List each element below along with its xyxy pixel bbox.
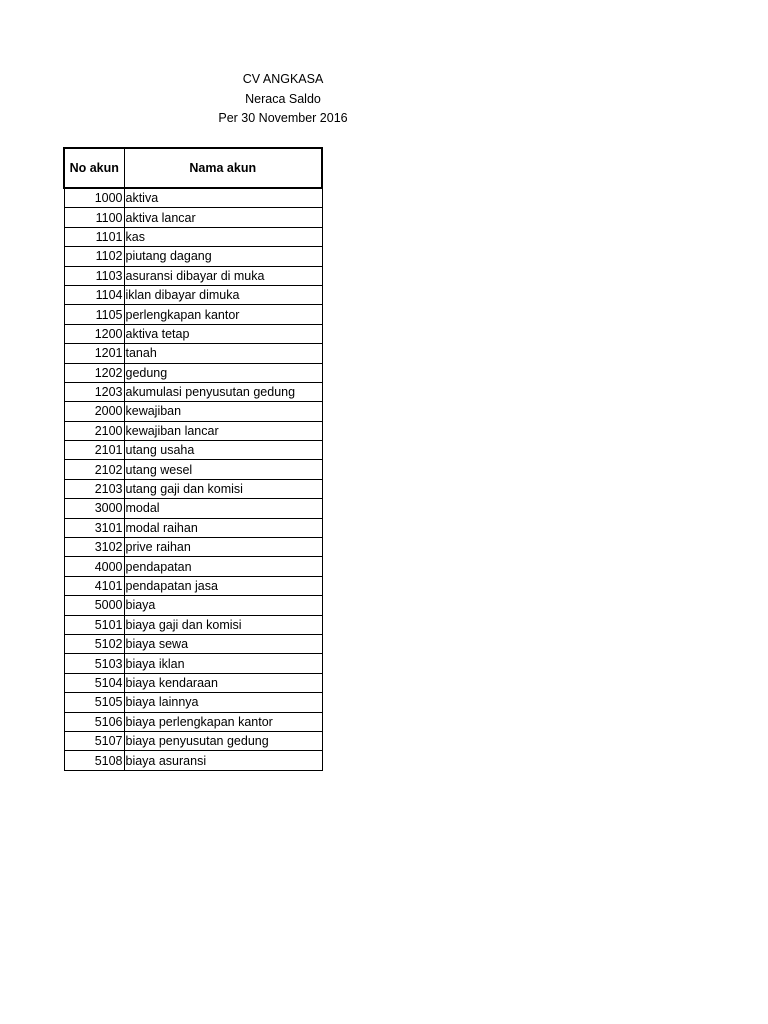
account-name-cell: biaya iklan	[124, 654, 322, 673]
table-row	[64, 227, 322, 246]
chart-of-accounts-table	[63, 147, 323, 771]
table-row	[64, 634, 322, 653]
account-number-cell: 1000	[64, 188, 124, 208]
account-number-cell: 5108	[64, 751, 124, 770]
account-number-cell: 1203	[64, 382, 124, 401]
account-name-cell: biaya lainnya	[124, 693, 322, 712]
table-row	[64, 693, 322, 712]
account-name-cell: biaya sewa	[124, 634, 322, 653]
table-row	[64, 712, 322, 731]
account-name-cell: aktiva tetap	[124, 324, 322, 343]
table-body	[64, 188, 322, 770]
account-name-cell: iklan dibayar dimuka	[124, 285, 322, 304]
account-number-cell: 1103	[64, 266, 124, 285]
account-name-cell: perlengkapan kantor	[124, 305, 322, 324]
account-name-cell: kewajiban lancar	[124, 421, 322, 440]
document-header	[133, 70, 433, 129]
account-number-cell: 5104	[64, 673, 124, 692]
account-number-cell: 1100	[64, 208, 124, 227]
table-row	[64, 615, 322, 634]
column-header-nama-akun: Nama akun	[124, 148, 322, 188]
account-name-cell: prive raihan	[124, 538, 322, 557]
account-name-cell: biaya asuransi	[124, 751, 322, 770]
account-name-cell: pendapatan	[124, 557, 322, 576]
account-number-cell: 5105	[64, 693, 124, 712]
account-number-cell: 1104	[64, 285, 124, 304]
account-number-cell: 1201	[64, 344, 124, 363]
table-row	[64, 731, 322, 750]
account-number-cell: 1102	[64, 247, 124, 266]
table-row	[64, 518, 322, 537]
account-name-cell: modal	[124, 499, 322, 518]
table-header-row	[64, 148, 322, 188]
table-row	[64, 344, 322, 363]
company-name: CV ANGKASA	[242, 72, 324, 86]
table-row	[64, 188, 322, 208]
account-name-cell: piutang dagang	[124, 247, 322, 266]
column-header-no-akun: No akun	[64, 148, 124, 188]
account-number-cell: 3102	[64, 538, 124, 557]
account-number-cell: 5102	[64, 634, 124, 653]
account-name-cell: biaya kendaraan	[124, 673, 322, 692]
account-name-cell: utang usaha	[124, 441, 322, 460]
account-name-cell: aktiva	[124, 188, 322, 208]
table-row	[64, 208, 322, 227]
table-row	[64, 402, 322, 421]
account-name-cell: biaya penyusutan gedung	[124, 731, 322, 750]
account-number-cell: 4101	[64, 576, 124, 595]
account-name-cell: biaya perlengkapan kantor	[124, 712, 322, 731]
account-number-cell: 1101	[64, 227, 124, 246]
table-row	[64, 305, 322, 324]
table-row	[64, 499, 322, 518]
account-name-cell: aktiva lancar	[124, 208, 322, 227]
table-row	[64, 673, 322, 692]
report-period: Per 30 November 2016	[218, 111, 348, 125]
account-number-cell: 2102	[64, 460, 124, 479]
table-row	[64, 557, 322, 576]
account-number-cell: 3000	[64, 499, 124, 518]
account-name-cell: utang wesel	[124, 460, 322, 479]
account-number-cell: 2101	[64, 441, 124, 460]
table-row	[64, 441, 322, 460]
table-row	[64, 576, 322, 595]
account-number-cell: 1200	[64, 324, 124, 343]
account-name-cell: kas	[124, 227, 322, 246]
table-row	[64, 460, 322, 479]
table-row	[64, 538, 322, 557]
account-name-cell: kewajiban	[124, 402, 322, 421]
table-row	[64, 363, 322, 382]
account-number-cell: 4000	[64, 557, 124, 576]
table-row	[64, 654, 322, 673]
table-row	[64, 421, 322, 440]
account-name-cell: asuransi dibayar di muka	[124, 266, 322, 285]
account-name-cell: biaya	[124, 596, 322, 615]
account-number-cell: 2103	[64, 479, 124, 498]
account-number-cell: 2000	[64, 402, 124, 421]
table-row	[64, 285, 322, 304]
table-row	[64, 247, 322, 266]
table-row	[64, 324, 322, 343]
report-title: Neraca Saldo	[245, 91, 321, 106]
account-name-cell: modal raihan	[124, 518, 322, 537]
account-number-cell: 1202	[64, 363, 124, 382]
account-number-cell: 1105	[64, 305, 124, 324]
account-name-cell: biaya gaji dan komisi	[124, 615, 322, 634]
table-row	[64, 382, 322, 401]
account-name-cell: akumulasi penyusutan gedung	[124, 382, 322, 401]
account-number-cell: 3101	[64, 518, 124, 537]
account-name-cell: gedung	[124, 363, 322, 382]
account-number-cell: 2100	[64, 421, 124, 440]
table-row	[64, 266, 322, 285]
table-row	[64, 751, 322, 770]
account-number-cell: 5103	[64, 654, 124, 673]
account-number-cell: 5106	[64, 712, 124, 731]
account-number-cell: 5000	[64, 596, 124, 615]
account-name-cell: pendapatan jasa	[124, 576, 322, 595]
table-row	[64, 479, 322, 498]
table-row	[64, 596, 322, 615]
account-number-cell: 5107	[64, 731, 124, 750]
account-number-cell: 5101	[64, 615, 124, 634]
account-name-cell: tanah	[124, 344, 322, 363]
account-name-cell: utang gaji dan komisi	[124, 479, 322, 498]
